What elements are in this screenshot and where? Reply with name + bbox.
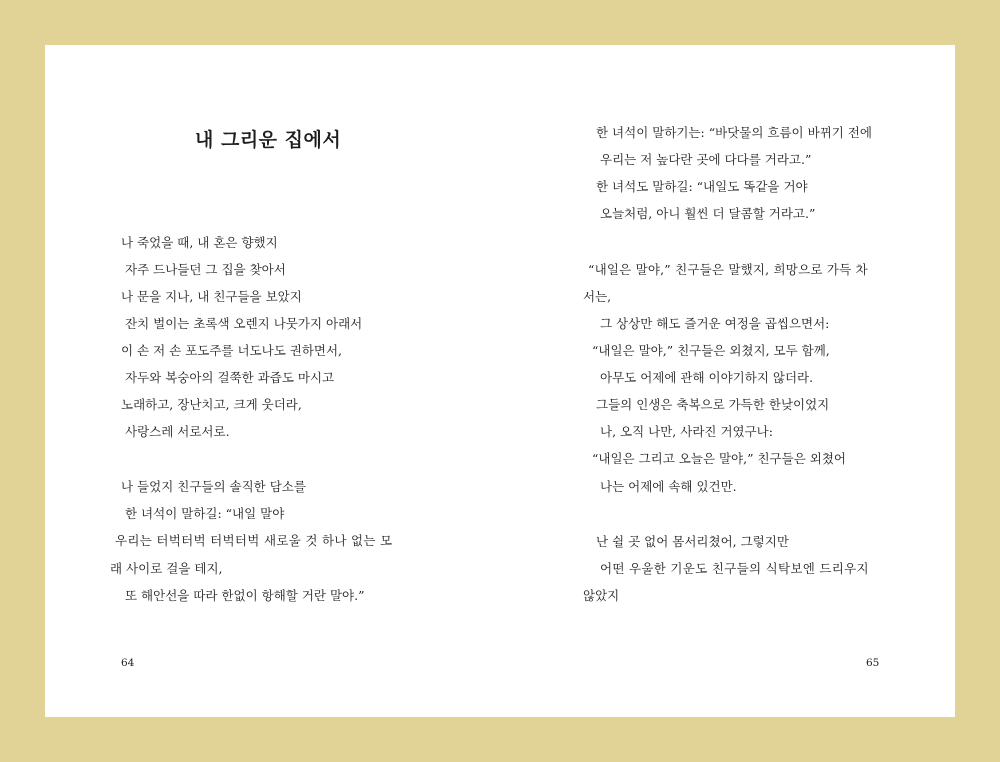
poem-line: 우리는 터벅터벅 터벅터벅 새로울 것 하나 없는 모 bbox=[115, 533, 393, 548]
poem-line: 우리는 저 높다란 곳에 다다를 거라고.” bbox=[600, 152, 812, 167]
poem-line: 그 상상만 해도 즐거운 여정을 곱씹으면서: bbox=[600, 316, 830, 331]
poem-line: 나 죽었을 때, 내 혼은 향했지 bbox=[121, 235, 278, 250]
poem-line: 노래하고, 장난치고, 크게 웃더라, bbox=[121, 397, 302, 412]
poem-line: 또 해안선을 따라 한없이 항해할 거란 말야.” bbox=[125, 588, 365, 603]
poem-line: 자두와 복숭아의 걸쭉한 과즙도 마시고 bbox=[125, 370, 335, 385]
poem-line: 나 들었지 친구들의 솔직한 담소를 bbox=[121, 479, 306, 494]
page-number-right: 65 bbox=[866, 657, 880, 669]
poem-line: 자주 드나들던 그 집을 찾아서 bbox=[125, 262, 286, 277]
poem-line: 아무도 어제에 관해 이야기하지 않더라. bbox=[600, 370, 814, 385]
poem-line: 한 녀석이 말하길: “내일 말야 bbox=[125, 506, 285, 521]
poem-line: “내일은 말야,” 친구들은 외쳤지, 모두 함께, bbox=[592, 343, 830, 358]
book-spread bbox=[45, 45, 955, 717]
poem-line: 어떤 우울한 기운도 친구들의 식탁보엔 드리우지 bbox=[600, 561, 869, 576]
poem-line: 난 쉴 곳 없어 몸서리쳤어, 그렇지만 bbox=[596, 534, 789, 549]
poem-line: “내일은 말야,” 친구들은 말했지, 희망으로 가득 차 bbox=[588, 262, 868, 277]
poem-line: “내일은 그리고 오늘은 말야,” 친구들은 외쳤어 bbox=[592, 451, 846, 466]
poem-line: 않았지 bbox=[583, 588, 620, 603]
poem-line: 나 문을 지나, 내 친구들을 보았지 bbox=[121, 289, 302, 304]
poem-line: 래 사이로 걸을 테지, bbox=[110, 561, 223, 576]
poem-line: 한 녀석이 말하기는: “바닷물의 흐름이 바뀌기 전에 bbox=[596, 125, 872, 140]
poem-line: 나, 오직 나만, 사라진 거였구나: bbox=[600, 424, 773, 439]
poem-line: 잔치 벌이는 초록색 오렌지 나뭇가지 아래서 bbox=[125, 316, 363, 331]
page-number-left: 64 bbox=[121, 657, 135, 669]
poem-line: 오늘처럼, 아니 훨씬 더 달콤할 거라고.” bbox=[600, 206, 816, 221]
left-page bbox=[45, 45, 500, 717]
poem-line: 사랑스레 서로서로. bbox=[125, 424, 230, 439]
poem-line: 이 손 저 손 포도주를 너도나도 권하면서, bbox=[121, 343, 343, 358]
right-page bbox=[500, 45, 955, 717]
poem-line: 그들의 인생은 축복으로 가득한 한낮이었지 bbox=[596, 397, 830, 412]
poem-line: 서는, bbox=[583, 289, 612, 304]
poem-line: 나는 어제에 속해 있건만. bbox=[600, 479, 737, 494]
poem-line: 한 녀석도 말하길: “내일도 똑같을 거야 bbox=[596, 179, 808, 194]
poem-title: 내 그리운 집에서 bbox=[195, 129, 342, 151]
